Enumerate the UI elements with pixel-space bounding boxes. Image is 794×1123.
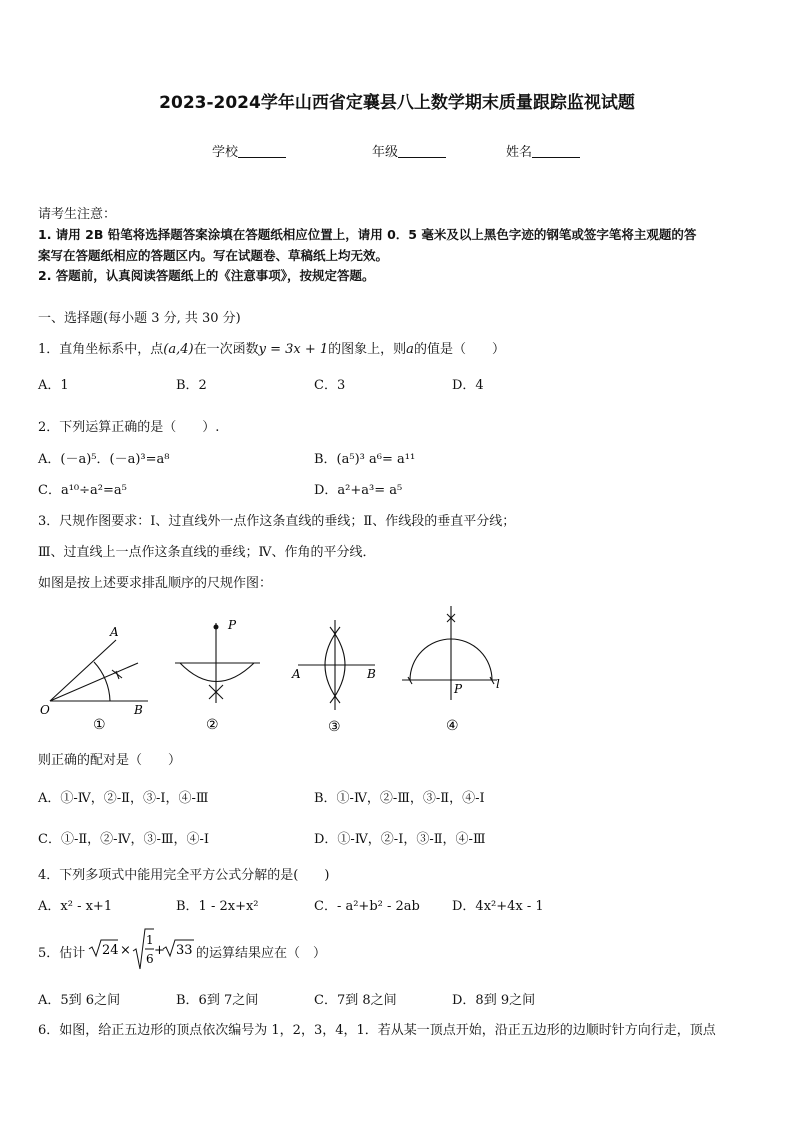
q1-var: a: [406, 342, 414, 357]
q1-option-d[interactable]: D．4: [452, 378, 484, 393]
notice-line-2: 案写在答题纸相应的答题区内。写在试题卷、草稿纸上均无效。: [38, 248, 389, 263]
q6-line-1: 6．如图，给正五边形的顶点依次编号为 1，2，3，4，1．若从某一顶点开始，沿正五边形的边顺时针方向行走，顶点: [38, 1023, 716, 1038]
name-field: [506, 141, 580, 160]
q3-line-3: 如图是按上述要求排乱顺序的尺规作图：: [38, 576, 273, 591]
page-title: 2023-2024学年山西省定襄县八上数学期末质量跟踪监视试题: [159, 93, 635, 113]
q2-option-b[interactable]: B．(a⁵)³ a⁶= a¹¹: [314, 452, 416, 467]
q2-option-d[interactable]: D．a²+a³= a⁵: [314, 483, 403, 498]
fig3-label-b: B: [367, 667, 376, 681]
q5-radicand-1: 24: [102, 943, 119, 958]
figure-1-angle-bisector: [50, 640, 148, 701]
q3-ask: 则正确的配对是（ ）: [38, 753, 182, 768]
q2-option-a[interactable]: A．(－a)⁵．(－a)³=a⁸: [38, 452, 170, 467]
q2-stem: 2．下列运算正确的是（ ）.: [38, 420, 220, 435]
q1-stem-b: 在一次函数: [193, 342, 259, 357]
q3-option-a[interactable]: A．①-Ⅳ，②-Ⅱ，③-Ⅰ，④-Ⅲ: [38, 791, 209, 806]
q5-option-a[interactable]: A．5到 6之间: [38, 993, 121, 1008]
q1-stem: [38, 338, 505, 357]
grade-label: 年级: [372, 145, 399, 160]
fig1-label-o: O: [40, 703, 50, 717]
fig3-label-a: A: [292, 667, 301, 681]
q2-option-c[interactable]: C．a¹⁰÷a²=a⁵: [38, 483, 127, 498]
name-blank[interactable]: [532, 143, 580, 158]
point-p-dot: [214, 625, 219, 630]
q1-option-a[interactable]: A．1: [38, 378, 69, 393]
q3-line-1: 3．尺规作图要求：Ⅰ、过直线外一点作这条直线的垂线；Ⅱ、作线段的垂直平分线；: [38, 514, 516, 529]
q5-stem-b: 的运算结果应在（ ）: [196, 946, 327, 961]
grade-blank[interactable]: [398, 143, 446, 158]
figure-2-perpendicular-external: [175, 623, 260, 703]
notice-line-1: 1. 请用 2B 铅笔将选择题答案涂填在答题纸相应位置上，请用 0．5 毫米及以上黑色字迹的钢笔或签字笔将主观题的答: [38, 227, 697, 242]
q5-frac-num: 1: [146, 933, 154, 947]
q1-stem-c: 的图象上，则: [328, 342, 407, 357]
notice-line-3: 2. 答题前，认真阅读答题纸上的《注意事项》，按规定答题。: [38, 268, 375, 283]
q5-option-c[interactable]: C．7到 8之间: [314, 993, 397, 1008]
q1-point: (a,4): [163, 342, 194, 357]
figure-number-1: ①: [93, 717, 106, 733]
q4-stem: 4．下列多项式中能用完全平方公式分解的是( ): [38, 868, 330, 883]
q3-line-2: Ⅲ、过直线上一点作这条直线的垂线；Ⅳ、作角的平分线．: [38, 545, 376, 560]
q4-option-b[interactable]: B．1 - 2x+x²: [176, 899, 259, 914]
figure-3-perpendicular-bisector: [298, 620, 375, 710]
fig4-label-l: l: [496, 677, 500, 691]
fig4-label-p: P: [454, 682, 463, 696]
q4-option-a[interactable]: A．x² - x+1: [38, 899, 113, 914]
q3-option-b[interactable]: B．①-Ⅳ，②-Ⅲ，③-Ⅱ，④-Ⅰ: [314, 791, 485, 806]
q5-times: ×: [120, 943, 131, 958]
q5-stem-a: 5．估计: [38, 946, 86, 961]
q1-stem-d: 的值是（ ）: [413, 342, 505, 357]
section-heading: 一、选择题(每小题 3 分, 共 30 分): [38, 311, 241, 326]
school-blank[interactable]: [238, 143, 286, 158]
fig1-label-b: B: [134, 703, 143, 717]
grade-field: [372, 141, 446, 160]
q4-option-d[interactable]: D．4x²+4x - 1: [452, 899, 544, 914]
q5-frac-den: 6: [146, 952, 154, 966]
school-field: [212, 141, 286, 160]
figure-number-4: ④: [446, 718, 459, 734]
q5-option-d[interactable]: D．8到 9之间: [452, 993, 536, 1008]
figure-number-2: ②: [206, 717, 219, 733]
notice-heading: 请考生注意：: [38, 207, 117, 222]
q3-option-d[interactable]: D．①-Ⅳ，②-Ⅰ，③-Ⅱ，④-Ⅲ: [314, 832, 486, 847]
q5-option-b[interactable]: B．6到 7之间: [176, 993, 259, 1008]
q1-stem-a: 1．直角坐标系中，点: [38, 342, 164, 357]
q1-option-b[interactable]: B．2: [176, 378, 207, 393]
q5-plus: +: [154, 943, 165, 958]
q5-radicand-2: 33: [176, 943, 193, 958]
q1-option-c[interactable]: C．3: [314, 378, 346, 393]
q4-option-c[interactable]: C．- a²+b² - 2ab: [314, 899, 420, 914]
school-label: 学校: [212, 145, 239, 160]
fig2-label-p: P: [228, 618, 237, 632]
q5-expression: [88, 925, 200, 973]
figure-4-perpendicular-on-line: [402, 606, 497, 700]
fig1-label-a: A: [110, 625, 119, 639]
name-label: 姓名: [506, 145, 533, 160]
figure-number-3: ③: [328, 719, 341, 735]
q1-func: y = 3x + 1: [258, 342, 329, 357]
construction-figures: [30, 600, 530, 740]
q3-option-c[interactable]: C．①-Ⅱ，②-Ⅳ，③-Ⅲ，④-Ⅰ: [38, 832, 210, 847]
